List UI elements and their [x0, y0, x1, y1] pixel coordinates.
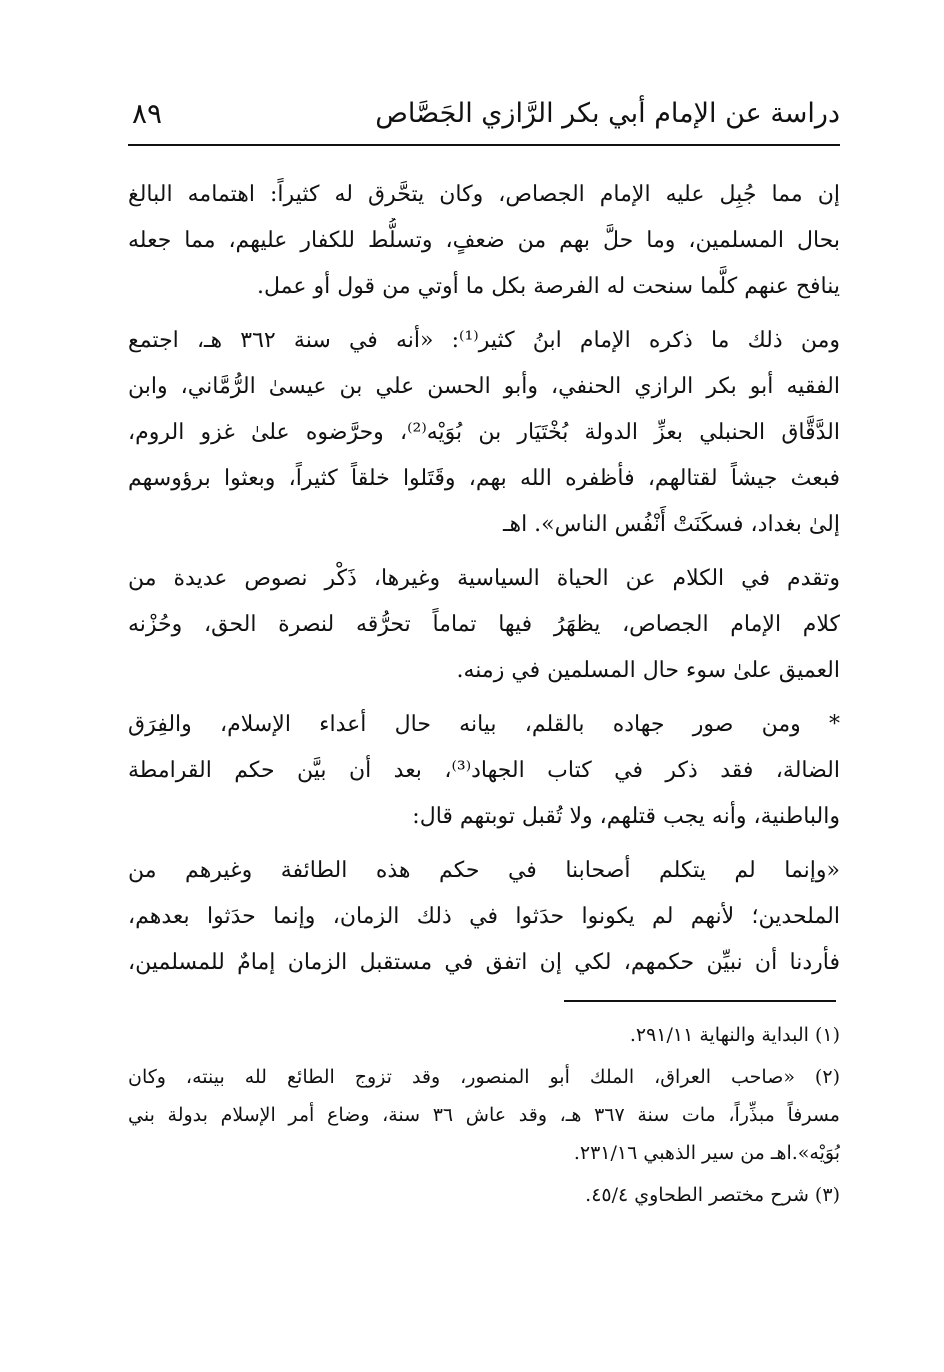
footnote-line: (٣) شرح مختصر الطحاوي ٤٥/٤.: [585, 1184, 840, 1206]
paragraph: [128, 702, 840, 840]
footnote-line: بُوَيْه».اهـ من سير الذهبي ٢٣١/١٦.: [573, 1142, 840, 1164]
main-text: [128, 172, 840, 986]
footnote-line: (١) البداية والنهاية ٢٩١/١١.: [629, 1024, 840, 1046]
page-number: ٨٩: [132, 97, 163, 130]
footnote: [128, 1016, 840, 1054]
paragraph: [128, 848, 840, 986]
text-line: الفقيه أبو بكر الرازي الحنفي، وأبو الحسن علي بن عيسىٰ الرُّمَّاني، وابن: [128, 374, 840, 399]
paragraph: [128, 556, 840, 694]
text-line: وتقدم في الكلام عن الحياة السياسية وغيرها، ذَكْر نصوص عديدة من: [128, 566, 840, 591]
text-line: والباطنية، وأنه يجب قتلهم، ولا تُقبل توبتهم قال:: [412, 804, 840, 829]
footnotes: [128, 1016, 840, 1214]
paragraph: [128, 172, 840, 310]
text-line: العميق علىٰ سوء حال المسلمين في زمنه.: [456, 658, 840, 683]
footnote: [128, 1058, 840, 1172]
text-line: إن مما جُبِل عليه الإمام الجصاص، وكان يتحَّرق له كثيراً: اهتمامه البالغ: [128, 182, 840, 207]
text-line: «وإنما لم يتكلم أصحابنا في حكم هذه الطائفة وغيرهم من: [128, 858, 840, 883]
text-line: فأردنا أن نبيِّن حكمهم، لكي إن اتفق في مستقبل الزمان إمامٌ للمسلمين،: [128, 950, 840, 975]
text-line: كلام الإمام الجصاص، يظهَرُ فيها تماماً تحرُّقه لنصرة الحق، وحُزْنه: [128, 612, 840, 637]
footnote-separator: [564, 1000, 836, 1002]
text-line: الدَّقَّاق الحنبلي بعزِّ الدولة بُخْتَيَار بن بُوَيْه⁽²⁾، وحرَّضوه علىٰ غزو الروم،: [128, 420, 840, 445]
text-line: الضالة، فقد ذكر في كتاب الجهاد⁽³⁾، بعد أن بيَّن حكم القرامطة: [128, 758, 840, 783]
paragraph: [128, 318, 840, 548]
footnote-line: (٢) «صاحب العراق، الملك أبو المنصور، وقد تزوج الطائع لله بينته، وكان: [128, 1066, 840, 1088]
text-line: ينافح عنهم كلَّما سنحت له الفرصة بكل ما أوتي من قول أو عمل.: [256, 274, 840, 299]
text-line: * ومن صور جهاده بالقلم، بيانه حال أعداء الإسلام، والفِرَق: [128, 712, 840, 737]
text-line: الملحدين؛ لأنهم لم يكونوا حدَثوا في ذلك الزمان، وإنما حدَثوا بعدهم،: [128, 904, 840, 929]
text-line: فبعث جيشاً لقتالهم، فأظفره الله بهم، وقَتَلوا خلقاً كثيراً، وبعثوا برؤوسهم: [128, 466, 840, 491]
text-line: ومن ذلك ما ذكره الإمام ابنُ كثير⁽¹⁾: «أنه في سنة ٣٦٢ هـ، اجتمع: [128, 328, 840, 353]
running-header: [128, 92, 840, 146]
footnote: [128, 1176, 840, 1214]
text-line: إلىٰ بغداد، فسكَنَتْ أَنْفُس الناس». اهـ: [503, 512, 840, 537]
footnote-line: مسرفاً مبذِّراً، مات سنة ٣٦٧ هـ، وقد عاش ٣٦ سنة، وضاع أمر الإسلام بدولة بني: [128, 1104, 840, 1126]
running-title: دراسة عن الإمام أبي بكر الرَّازي الجَصَّاص: [375, 98, 840, 129]
text-line: بحال المسلمين، وما حلَّ بهم من ضعفٍ، وتسلُّط للكفار عليهم، مما جعله: [128, 228, 840, 253]
